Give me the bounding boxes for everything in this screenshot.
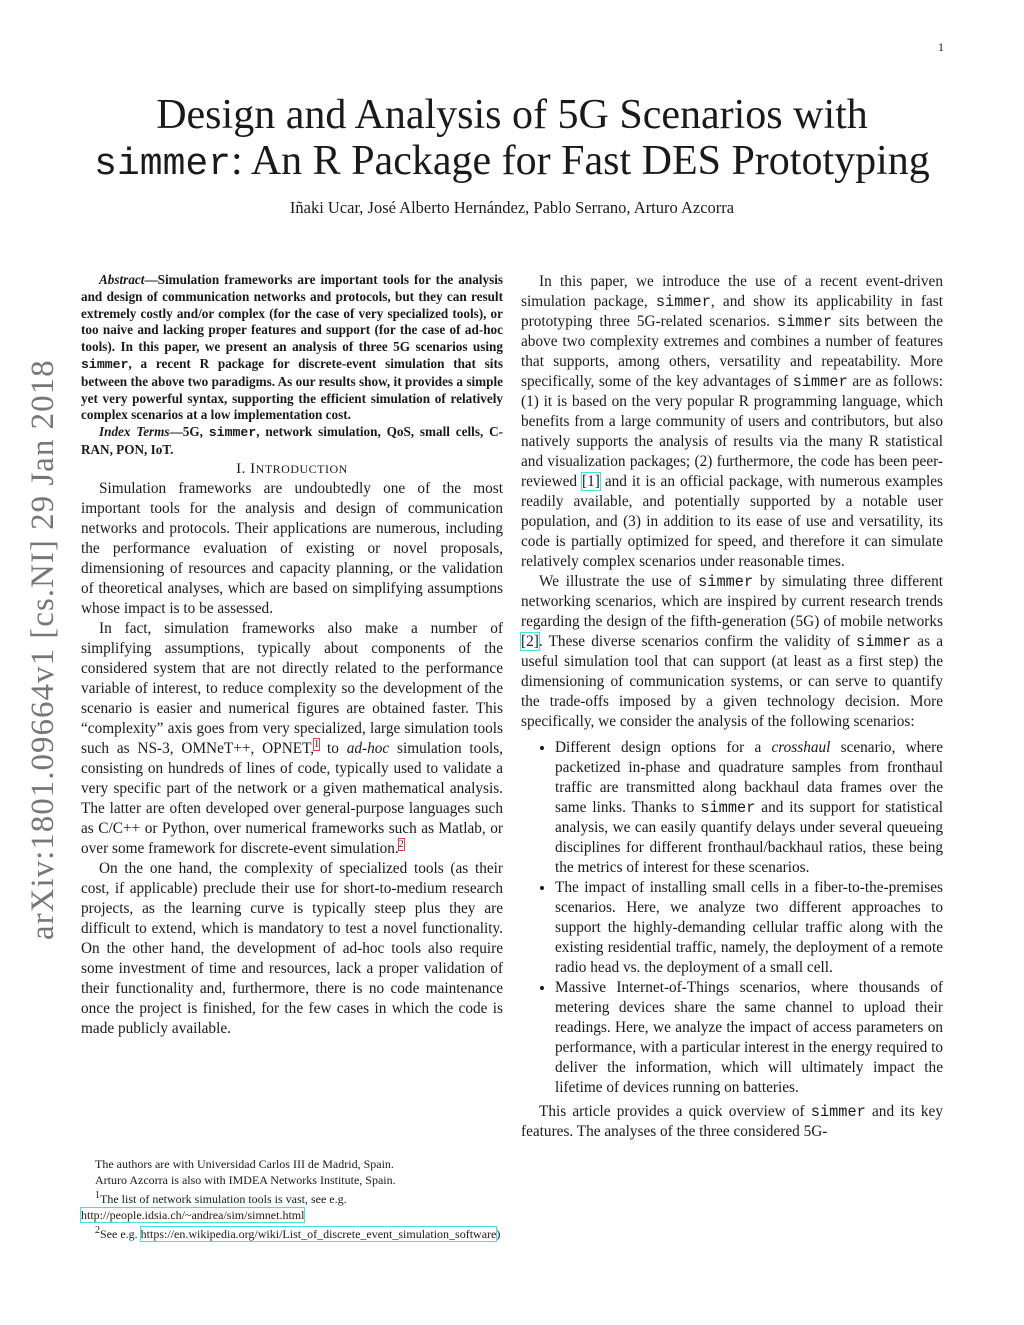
footnotes [81,1157,503,1243]
affiliation-2: Arturo Azcorra is also with IMDEA Networks Institute, Spain. [95,1172,396,1187]
index-terms-text-2: , network simulation, QoS, small cells, C-RAN, PON, IoT. [81,424,504,457]
abstract-text-2: , a recent R package for discrete-event simulation that sits between the above two paradigms. As our results show, it provides a simple yet very powerful syntax, supporting the efficient simulation of relatively complex scenarios at a low implementation cost. [81,355,503,423]
intro-paragraph-1: Simulation frameworks are undoubtedly one of the most important tools for the analysis and design of communication networks and protocols. Their applications are numerous, including the performance evaluation of existing or novel proposals, dimensioning of resources and capacity planning, or the validation of theoretical analyses, which are based on simplifying assumptions whose impact is to be assessed. [81,479,503,617]
r1-code-2: simmer [776,313,833,331]
r2-d: as a useful simulation tool that can support (at least as a first step) the dimensioning of communication systems, or can serve to quantify the trade-offs imposed by a given technology decision. More specifically, we consider the analysis of the following scenarios: [521,633,943,730]
list-item: • The impact of installing small cells in a fiber-to-the-premises scenarios. Here, we analyze two different approaches to support the highly-demanding cellular traffic along with the existing residential traffic, namely, the deployment of a remote radio head vs. the deployment of a small cell. [555,878,943,978]
b1-d: and its support for statistical analysis, we can easily quantify delays under several queueing disciplines for different fronthaul/backhaul ratios, these being the metrics of interest for these scenarios. [555,799,943,876]
r1-b: , and show its applicability in fast prototyping three 5G-related scenarios. [521,293,943,330]
right-paragraph-3 [521,1102,943,1142]
index-terms [81,424,503,459]
footnote-ref-2[interactable]: 2 [398,838,404,850]
p2-adhoc: ad-hoc [346,739,390,757]
footnote-2-mark: 2 [95,1225,100,1236]
r1-a: In this paper, we introduce the use of a recent event-driven simulation package, [521,273,943,310]
r1-code-3: simmer [792,373,848,391]
r1-d: are as follows: (1) it is based on the very popular R programming language, which benefits from a large community of users and contributors, but also natively supports the analysis of results via the many R statistical and visualization packages; (2) furthermore, the code has been peer-reviewed [521,373,943,490]
footnote-2-link[interactable]: https://en.wikipedia.org/wiki/List_of_discrete_event_simulation_software [140,1227,497,1241]
arxiv-stamp: arXiv:1801.09664v1 [cs.NI] 29 Jan 2018 [25,359,61,940]
index-terms-code: simmer [208,425,257,441]
affiliation-1: The authors are with Universidad Carlos III de Madrid, Spain. [95,1157,394,1171]
section-rest: NTRODUCTION [255,461,348,476]
citation-1[interactable]: [1] [582,473,600,490]
citation-2[interactable]: [2] [521,633,539,650]
page-number: 1 [938,40,944,54]
intro-paragraph-3: On the one hand, the complexity of specialized tools (as their cost, if applicable) preclude their use for short-to-medium research projects, as the learning curve is typically steep plus they are difficult to extend, which is mandatory to test a novel functionality. On the other hand, the development of ad-hoc tools also require some investment of time and resources, lack a proper validation of their functionality and, furthermore, there is no code maintenance once the project is finished, for the few cases in which the code is made publicly available. [81,859,503,1037]
last-code: simmer [810,1103,866,1121]
footnote-1 [81,1188,503,1223]
index-terms-text-1: —5G, [169,424,209,440]
title-line-2: : An R Package for Fast DES Prototyping [231,138,930,184]
r2-code-2: simmer [856,633,912,651]
last-a: This article provides a quick overview of [539,1103,811,1120]
abstract-label: Abstract [99,272,145,287]
right-paragraph-1 [521,272,943,572]
r2-code-1: simmer [698,573,754,591]
p2-text-a: In fact, simulation frameworks also make a number of simplifying assumptions, typically about components of the considered system that are not directly related to the performance variable of interest, to reduce complexity so the development of the scenario is easier and numerical figures are obtained faster. This “complexity” axis goes from very specialized, large simulation tools such as NS-3, OMNeT++, OPNET, [81,619,503,757]
intro-paragraph-2 [81,619,503,859]
right-column [521,272,943,1142]
footnote-1-link[interactable]: http://people.idsia.ch/~andrea/sim/simnet.html [81,1207,305,1222]
footnote-ref-1[interactable]: 1 [314,738,320,750]
r2-c: . These diverse scenarios confirm the validity of [538,633,857,650]
right-paragraph-2 [521,572,943,732]
p2-text-d: simulation tools, consisting on hundreds of lines of code, typically used to validate a very specific part of the network or a given mathematical analysis. The latter are often developed over general-purpose languages such as C/C++ or Python, over numerical frameworks such as Matlab, or over some framework for discrete-event simulation. [81,739,503,857]
abstract [81,272,503,424]
b1-c: scenario, where packetized in-phase and quadrature samples from fronthaul traffic are transmitted along backhaul data frames over the same links. Thanks to [555,739,943,816]
title-line-1: Design and Analysis of 5G Scenarios with [156,92,868,138]
r1-code-1: simmer [655,293,711,311]
abstract-text-1: —Simulation frameworks are important tools for the analysis and design of communication networks and protocols, but they can result extremely costly and/or complex (for the case of very specialized tools), or too naive and lacking proper features and support (for the case of ad-hoc tools). In this paper, we present an analysis of three 5G scenarios using [81,272,503,355]
last-b: and its key features. The analyses of the three considered 5G- [521,1103,943,1140]
list-item: • Massive Internet-of-Things scenarios, where thousands of metering devices share the same channel to upload their readings. Here, we analyze the impact of access parameters on performance, with a particular interest in the energy required to deliver the information, which will ultimately impact the lifetime of devices running on batteries. [555,978,943,1098]
r1-c: sits between the above two complexity extremes and combines a number of features that supports, among others, versatility and repeatability. More specifically, some of the key advantages of [521,313,943,390]
r2-b: by simulating three different networking scenarios, which are inspired by current research trends regarding the design of the fifth-generation (5G) of mobile networks [521,573,943,630]
left-column [81,272,503,1039]
b1-code: simmer [700,799,756,817]
b1-a: Different design options for a [555,739,772,756]
title-code-word: simmer [94,143,231,186]
footnote-1-mark: 1 [95,1190,100,1201]
index-terms-label: Index Terms [99,424,170,440]
author-list: Iñaki Ucar, José Alberto Hernández, Pablo Serrano, Arturo Azcorra [289,198,735,217]
p2-text-b: to [319,739,347,757]
section-heading-introduction [81,459,503,479]
footnote-1-text: The list of network simulation tools is vast, see e.g. [100,1192,347,1206]
abstract-code: simmer [81,356,129,372]
footnote-2-text: See e.g. [100,1227,141,1241]
scenario-list [521,738,943,1098]
list-item [555,738,943,878]
paper-title [60,92,964,188]
r2-a: We illustrate the use of [539,573,699,590]
footnote-2: $^2$See e.g. https://en.wikipedia.org/wiki/List_of_discrete_event_simulation_software) [95,1225,501,1241]
b1-crosshaul: crosshaul [771,739,831,756]
section-numeral: I. [236,460,251,477]
r1-e: and it is an official package, with numerous examples readily available, and potentially supported by a notable user population, and (3) in addition to its ease of use and versatility, its code is partially optimized for speed, and therefore it can simulate relatively complex scenarios under reasonable times. [521,473,943,570]
section-initial: I [250,460,256,477]
